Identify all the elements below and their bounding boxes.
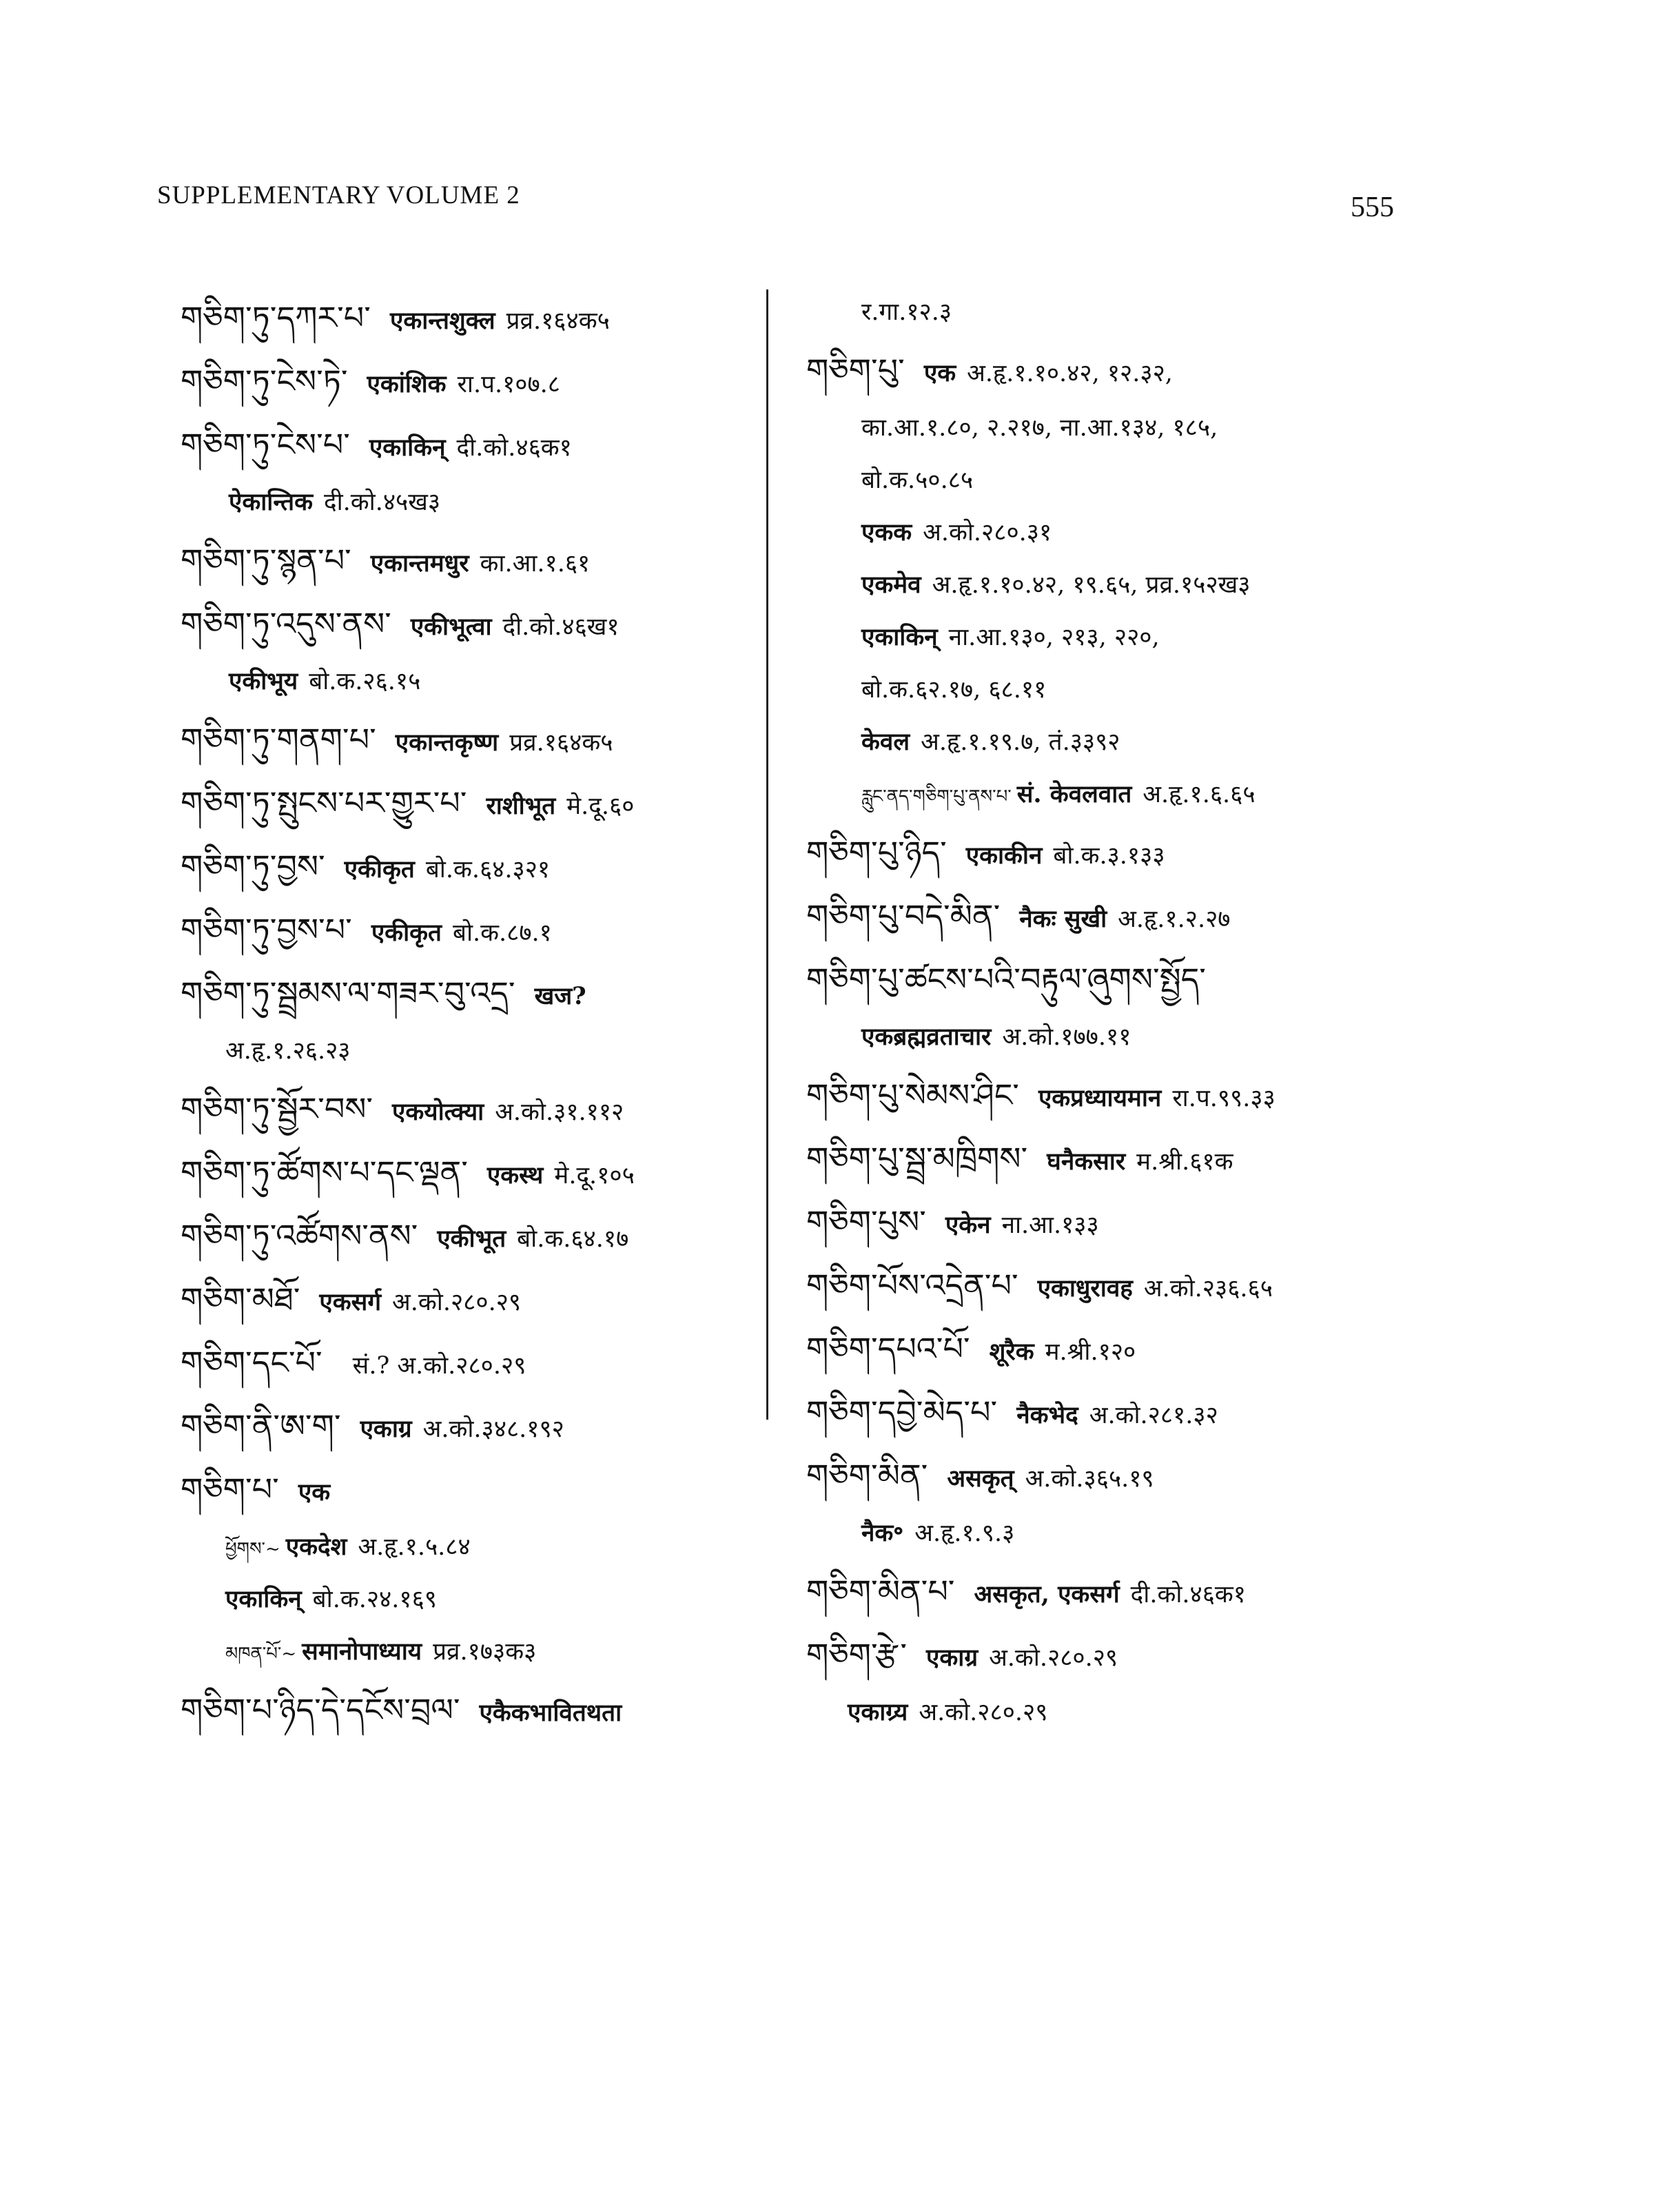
sub-entry xyxy=(806,768,1495,821)
tibetan-headword: གཅིག་པ་ཉིད་དེ་དངོས་བྲལ་ xyxy=(181,1691,460,1728)
sanskrit-equivalent: ऐकान्तिक xyxy=(229,488,313,516)
citation: प्रव्र.१७३क३ xyxy=(433,1638,537,1666)
dictionary-entry xyxy=(806,1317,1495,1380)
dictionary-entry xyxy=(181,529,766,592)
dictionary-entry xyxy=(806,1190,1495,1254)
tibetan-headword: གཅིག་མཐོ་ xyxy=(181,1280,300,1318)
sanskrit-equivalent: शूरैक xyxy=(989,1338,1034,1366)
citation: अ.हृ.१.९.३ xyxy=(914,1520,1015,1547)
left-column xyxy=(181,286,766,1741)
dictionary-entry xyxy=(181,708,766,771)
citation: बो.क.६४.३२१ xyxy=(425,856,551,883)
dictionary-entry xyxy=(181,413,766,476)
dictionary-entry xyxy=(806,1380,1495,1444)
sanskrit-equivalent: एकाग्र्य xyxy=(848,1698,908,1726)
citation: बो.क.६४.१७ xyxy=(517,1225,629,1253)
sanskrit-equivalent: एकाग्र xyxy=(360,1415,412,1443)
tibetan-headword: གཅིག་ཏུ་སྦྱོར་བས་ xyxy=(181,1090,373,1127)
tibetan-headword: གཅིག་ཏུ་བྱས་ xyxy=(181,848,325,885)
dictionary-entry xyxy=(806,1623,1495,1686)
tibetan-headword: གཅིག་ཏུ་བྱས་པ་ xyxy=(181,911,352,948)
citation: बो.क.२४.१६९ xyxy=(312,1586,437,1613)
citation: ना.आ.१३३ xyxy=(1001,1212,1099,1239)
citation: बो.क.६२.१७, ६८.११ xyxy=(861,676,1047,704)
tibetan-headword: གཅིག་ཏུ་སྦྲམས་ལ་གཟར་བུ་འདྲ་ xyxy=(181,974,515,1012)
tibetan-headword: གཅིག་ནི་ཨ་ག་ xyxy=(181,1407,341,1444)
page-number: 555 xyxy=(1351,192,1394,223)
sanskrit-equivalent: एकीभूत xyxy=(437,1225,506,1253)
dictionary-entry xyxy=(181,1141,766,1204)
citation: बो.क.८७.१ xyxy=(452,919,552,947)
sanskrit-equivalent: राशीभूत xyxy=(486,792,556,820)
citation: अ.को.२३६.६५ xyxy=(1143,1275,1273,1302)
sanskrit-equivalent: एकाकिन् xyxy=(861,623,938,651)
citation: का.आ.१.६१ xyxy=(480,550,591,578)
citation: रा.प.९९.३३ xyxy=(1172,1085,1276,1112)
sub-entry xyxy=(806,716,1495,768)
tibetan-headword: གཅིག་པུ་ཚངས་པའི་བརྟུལ་ཞུགས་སྤྱོད་ xyxy=(806,961,1206,998)
dictionary-entry xyxy=(181,835,766,898)
tibetan-headword: གཅིག་ཏུ་འཚོགས་ནས་ xyxy=(181,1217,418,1254)
citation: प्रव्र.१६४क५ xyxy=(509,729,613,757)
dictionary-entry xyxy=(181,898,766,961)
tibetan-headword: གཅིག་ཏུ་ངེས་པ་ xyxy=(181,426,350,463)
tibetan-compound: མཁན་པོ་~ xyxy=(225,1644,297,1664)
tibetan-headword: གཅིག་ཏུ་སྙན་པ་ xyxy=(181,542,351,579)
continuation-line xyxy=(806,402,1495,454)
sanskrit-equivalent: एकाकीन xyxy=(965,841,1043,870)
citation: ना.आ.१३०, २१३, २२०, xyxy=(948,624,1160,651)
tibetan-headword: གཅིག་པུ་བདེ་མིན་ xyxy=(806,897,1001,934)
citation: अ.को.१७७.११ xyxy=(1002,1023,1131,1051)
sub-entry xyxy=(181,1626,766,1678)
sanskrit-equivalent: नैकः सुखी xyxy=(1019,905,1107,933)
citation: प्रव्र.१६४क५ xyxy=(506,307,610,335)
citation: म.श्री.६१क xyxy=(1136,1148,1233,1176)
citation: अ.को.३४८.१९२ xyxy=(422,1416,564,1443)
citation: अ.को.२८०.२९ xyxy=(989,1644,1118,1672)
sanskrit-equivalent: असकृत् xyxy=(947,1464,1014,1493)
sanskrit-equivalent: एकान्तशुक्ल xyxy=(389,307,495,335)
tibetan-headword: གཅིག་ཏུ་ཚོགས་པ་དང་ལྡན་ xyxy=(181,1154,468,1191)
tibetan-headword: གཅིག་པུ་ xyxy=(806,351,905,389)
sanskrit-equivalent: एकीभूत्वा xyxy=(410,613,492,641)
sanskrit-equivalent: एकस्थ xyxy=(486,1161,544,1189)
sanskrit-equivalent: एकसर्ग xyxy=(319,1288,382,1316)
citation: अ.को.३६५.१९ xyxy=(1025,1465,1154,1493)
continuation-line xyxy=(181,1025,766,1077)
dictionary-entry xyxy=(806,1254,1495,1317)
dictionary-entry xyxy=(806,948,1495,1011)
citation: दी.को.४६ख१ xyxy=(502,613,619,641)
citation: मे.दू.१०५ xyxy=(554,1162,635,1189)
dictionary-entry xyxy=(806,821,1495,884)
citation: अ.को.२८०.२९ xyxy=(392,1289,522,1316)
citation: अ.हृ.१.१०.४२, १२.३२, xyxy=(967,360,1173,387)
sanskrit-equivalent: नैक॰ xyxy=(861,1519,904,1547)
sanskrit-equivalent: एकब्रह्मव्रताचार xyxy=(861,1023,992,1051)
tibetan-compound: རླུང་ནད་གཅིག་པུ་ནས་པ་ xyxy=(861,786,1012,807)
citation: दी.को.४६क१ xyxy=(1130,1581,1246,1608)
sanskrit-equivalent: सं. केवलवात xyxy=(1016,780,1132,808)
citation: अ.को.३१.११२ xyxy=(495,1098,624,1126)
sub-entry xyxy=(181,476,766,529)
sanskrit-equivalent: असकृत, एकसर्ग xyxy=(974,1580,1120,1608)
dictionary-entry xyxy=(181,1678,766,1741)
tibetan-headword: གཅིག་དང་པོ་ xyxy=(181,1344,322,1381)
tibetan-headword: གཅིག་མིན་པ་ xyxy=(806,1573,955,1610)
dictionary-entry xyxy=(181,592,766,655)
sub-entry xyxy=(806,1686,1495,1739)
sub-entry xyxy=(181,655,766,708)
dictionary-entry xyxy=(181,349,766,413)
dictionary-entry xyxy=(181,286,766,349)
dictionary-entry xyxy=(806,1560,1495,1623)
sanskrit-equivalent: एकाधुरावह xyxy=(1037,1274,1133,1302)
citation: दी.को.४५ख३ xyxy=(323,489,441,516)
dictionary-entry xyxy=(181,1458,766,1521)
sub-entry xyxy=(806,1011,1495,1063)
sanskrit-equivalent: समानोपाध्याय xyxy=(302,1637,422,1666)
dictionary-entry xyxy=(181,771,766,835)
citation: अ.हृ.१.५.८४ xyxy=(358,1533,471,1561)
sanskrit-equivalent: एकयोत्क्या xyxy=(392,1098,484,1126)
tibetan-headword: གཅིག་དབྱེ་མེད་པ་ xyxy=(806,1393,998,1431)
running-header: SUPPLEMENTARY VOLUME 2 xyxy=(157,181,520,210)
sanskrit-equivalent: एकैकभावितथता xyxy=(479,1699,622,1727)
citation: अ.को.२८०.३१ xyxy=(923,519,1052,546)
column-divider xyxy=(766,289,768,1420)
tibetan-headword: གཅིག་པུ་ཉིད་ xyxy=(806,834,947,871)
sanskrit-equivalent: एकीभूय xyxy=(229,667,298,695)
citation: दी.को.४६क१ xyxy=(456,434,572,462)
citation: बो.क.३.१३३ xyxy=(1053,842,1165,870)
dictionary-entry xyxy=(181,1267,766,1331)
tibetan-compound: ཕྱོགས་~ xyxy=(225,1539,280,1560)
sanskrit-equivalent: केवल xyxy=(861,728,910,756)
right-column xyxy=(806,286,1495,1739)
dictionary-entry xyxy=(806,1444,1495,1507)
sanskrit-equivalent: एकेन xyxy=(945,1211,991,1239)
tibetan-headword: གཅིག་ཏུ་དཀར་པ་ xyxy=(181,299,371,336)
continuation-line xyxy=(806,286,1495,338)
dictionary-entry xyxy=(181,961,766,1025)
sanskrit-equivalent: एक xyxy=(298,1478,331,1506)
citation: का.आ.१.८०, २.२१७, ना.आ.१३४, १८५, xyxy=(861,414,1218,442)
tibetan-headword: གཅིག་པ་ xyxy=(181,1471,279,1508)
citation: रा.प.१०७.८ xyxy=(457,371,560,398)
citation: अ.हृ.१.१०.४२, १९.६५, प्रव्र.१५२ख३ xyxy=(932,571,1251,599)
dictionary-entry xyxy=(181,1394,766,1458)
tibetan-headword: གཅིག་ཏུ་སྤུངས་པར་གྱུར་པ་ xyxy=(181,784,467,821)
sanskrit-equivalent: एकान्तमधुर xyxy=(370,549,469,578)
sanskrit-equivalent: एकाकिन् xyxy=(225,1585,302,1613)
sub-entry xyxy=(806,507,1495,559)
dictionary-entry xyxy=(806,1063,1495,1127)
tibetan-headword: གཅིག་པུས་ xyxy=(806,1203,926,1240)
tibetan-headword: གཅིག་མིན་ xyxy=(806,1457,928,1494)
tibetan-headword: གཅིག་དཔའ་པོ་ xyxy=(806,1330,970,1367)
citation: अ.को.२८०.२९ xyxy=(919,1699,1048,1726)
continuation-line xyxy=(806,454,1495,507)
citation: अ.हृ.१.२.२७ xyxy=(1118,906,1231,933)
sanskrit-equivalent: घनैकसार xyxy=(1047,1147,1126,1176)
citation: मे.दू.६० xyxy=(566,793,635,820)
sanskrit-equivalent: एकीकृत xyxy=(371,919,442,947)
dictionary-entry xyxy=(181,1331,766,1394)
sanskrit-equivalent: एकदेश xyxy=(285,1533,347,1561)
sub-entry xyxy=(806,1507,1495,1560)
tibetan-headword: གཅིག་པུ་སེམས་ཤིང་ xyxy=(806,1076,1019,1114)
dictionary-entry xyxy=(806,884,1495,948)
citation: अ.हृ.१.२६.२३ xyxy=(225,1037,351,1065)
sub-entry xyxy=(181,1573,766,1626)
sanskrit-equivalent: एकान्तकृष्ण xyxy=(395,728,499,757)
sanskrit-equivalent: खज? xyxy=(534,982,586,1010)
citation: अ.हृ.१.१९.७, तं.३३९२ xyxy=(921,728,1120,756)
sub-entry xyxy=(806,559,1495,611)
sanskrit-equivalent: एकाकिन् xyxy=(369,433,446,462)
dictionary-entry xyxy=(181,1204,766,1267)
sanskrit-equivalent: एकप्रध्यायमान xyxy=(1038,1084,1162,1112)
citation: अ.हृ.१.६.६५ xyxy=(1143,781,1256,808)
citation: र.गा.१२.३ xyxy=(861,298,952,326)
sub-entry xyxy=(806,611,1495,664)
sub-entry xyxy=(181,1521,766,1573)
dictionary-entry xyxy=(806,1127,1495,1190)
sanskrit-equivalent: नैकभेद xyxy=(1016,1401,1078,1429)
tibetan-headword: གཅིག་ཏུ་ངེས་ཏེ་ xyxy=(181,362,348,400)
tibetan-headword: གཅིག་རྩེ་ xyxy=(806,1636,908,1673)
citation: अ.को.२८१.३२ xyxy=(1089,1402,1218,1429)
tibetan-headword: གཅིག་པུ་སྦྲ་མཁྲིགས་ xyxy=(806,1140,1028,1177)
sanskrit-equivalent: एक xyxy=(923,359,956,387)
citation: म.श्री.१२० xyxy=(1045,1338,1136,1366)
sanskrit-equivalent: एकमेव xyxy=(861,571,921,599)
citation: सं.? अ.को.२८०.२९ xyxy=(352,1352,526,1380)
citation: बो.क.२६.१५ xyxy=(309,668,421,695)
dictionary-entry xyxy=(806,338,1495,402)
tibetan-headword: གཅིག་ཏུ་གནག་པ་ xyxy=(181,721,376,758)
sanskrit-equivalent: एकांशिक xyxy=(367,370,447,398)
sanskrit-equivalent: एकीकृत xyxy=(344,855,415,883)
tibetan-headword: གཅིག་པོས་འདྲེན་པ་ xyxy=(806,1267,1018,1304)
sanskrit-equivalent: एकक xyxy=(861,518,912,546)
dictionary-entry xyxy=(181,1077,766,1141)
sanskrit-equivalent: एकाग्र xyxy=(926,1644,979,1672)
citation: बो.क.५०.८५ xyxy=(861,467,974,494)
continuation-line xyxy=(806,664,1495,716)
tibetan-headword: གཅིག་ཏུ་འདུས་ནས་ xyxy=(181,605,391,642)
